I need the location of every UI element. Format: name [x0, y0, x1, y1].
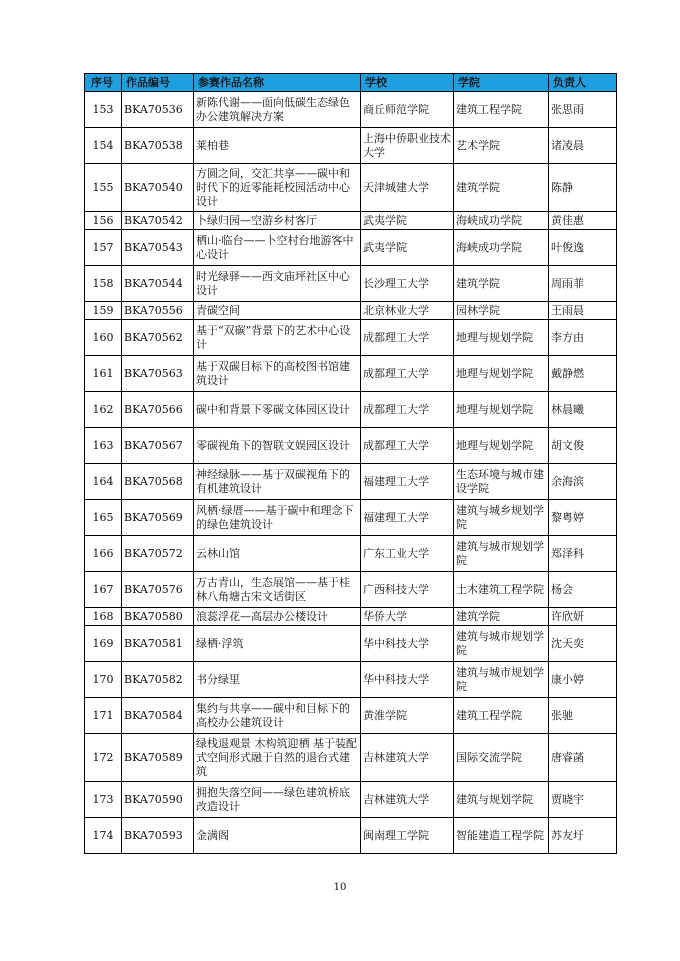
cell-dept: 生态环境与城市建设学院 [454, 464, 549, 500]
cell-num: 163 [85, 428, 122, 464]
table-row [85, 500, 617, 536]
cell-name: 基于“双碳”背景下的艺术中心设计 [194, 320, 361, 356]
cell-lead: 王雨晨 [549, 302, 617, 320]
cell-num: 170 [85, 662, 122, 698]
cell-lead: 张思雨 [549, 92, 617, 128]
cell-dept: 建筑工程学院 [454, 92, 549, 128]
cell-name: 新陈代谢——面向低碳生态绿色办公建筑解决方案 [194, 92, 361, 128]
cell-dept: 地理与规划学院 [454, 392, 549, 428]
cell-lead: 黄佳惠 [549, 212, 617, 230]
cell-lead: 李方由 [549, 320, 617, 356]
cell-school: 成都理工大学 [361, 428, 454, 464]
cell-dept: 建筑与城市规划学院 [454, 536, 549, 572]
cell-code: BKA70536 [122, 92, 194, 128]
cell-name: 绿栈退观景 木构筑迎栖 基于装配式空间形式融于自然的退台式建筑 [194, 734, 361, 782]
cell-school: 福建理工大学 [361, 500, 454, 536]
cell-dept: 建筑学院 [454, 608, 549, 626]
cell-dept: 建筑工程学院 [454, 698, 549, 734]
cell-name: 浪蕊浮花—高层办公楼设计 [194, 608, 361, 626]
cell-lead: 许欣妍 [549, 608, 617, 626]
cell-code: BKA70582 [122, 662, 194, 698]
cell-school: 武夷学院 [361, 230, 454, 266]
cell-school: 黄淮学院 [361, 698, 454, 734]
cell-code: BKA70542 [122, 212, 194, 230]
table-row [85, 230, 617, 266]
cell-lead: 贾晓宇 [549, 782, 617, 818]
cell-name: 碳中和背景下零碳文体园区设计 [194, 392, 361, 428]
cell-lead: 叶俊逸 [549, 230, 617, 266]
cell-name: 金满阁 [194, 818, 361, 854]
cell-name: 卜绿归园—空游乡村客厅 [194, 212, 361, 230]
cell-code: BKA70576 [122, 572, 194, 608]
table-row [85, 536, 617, 572]
table-row [85, 302, 617, 320]
cell-num: 171 [85, 698, 122, 734]
table-row [85, 572, 617, 608]
cell-lead: 余海滨 [549, 464, 617, 500]
cell-code: BKA70543 [122, 230, 194, 266]
cell-school: 福建理工大学 [361, 464, 454, 500]
cell-code: BKA70563 [122, 356, 194, 392]
header-lead: 负责人 [549, 74, 617, 92]
table-row [85, 782, 617, 818]
cell-dept: 地理与规划学院 [454, 320, 549, 356]
table-row [85, 356, 617, 392]
cell-name: 莱柏巷 [194, 128, 361, 164]
cell-dept: 建筑学院 [454, 164, 549, 212]
table-row [85, 428, 617, 464]
cell-lead: 张驰 [549, 698, 617, 734]
cell-name: 时光绿驿——西文庙坪社区中心设计 [194, 266, 361, 302]
cell-name: 神经绿脉——基于双碳视角下的有机建筑设计 [194, 464, 361, 500]
cell-code: BKA70593 [122, 818, 194, 854]
cell-code: BKA70590 [122, 782, 194, 818]
cell-code: BKA70581 [122, 626, 194, 662]
cell-dept: 土木建筑工程学院 [454, 572, 549, 608]
cell-school: 华中科技大学 [361, 626, 454, 662]
cell-num: 153 [85, 92, 122, 128]
cell-num: 162 [85, 392, 122, 428]
cell-code: BKA70569 [122, 500, 194, 536]
table-row [85, 734, 617, 782]
table-row [85, 320, 617, 356]
cell-name: 风栖·绿厝——基于碳中和理念下的绿色建筑设计 [194, 500, 361, 536]
cell-dept: 建筑与城乡规划学院 [454, 500, 549, 536]
table-row [85, 164, 617, 212]
cell-dept: 国际交流学院 [454, 734, 549, 782]
cell-name: 栖山·临台——卜空村台地游客中心设计 [194, 230, 361, 266]
table-row [85, 818, 617, 854]
cell-name: 绿栖·浮筑 [194, 626, 361, 662]
cell-num: 167 [85, 572, 122, 608]
cell-school: 吉林建筑大学 [361, 782, 454, 818]
cell-school: 闽南理工学院 [361, 818, 454, 854]
cell-school: 华侨大学 [361, 608, 454, 626]
cell-lead: 林晨曦 [549, 392, 617, 428]
table-row [85, 608, 617, 626]
table-header [85, 74, 617, 92]
cell-num: 156 [85, 212, 122, 230]
cell-code: BKA70580 [122, 608, 194, 626]
cell-school: 武夷学院 [361, 212, 454, 230]
cell-dept: 地理与规划学院 [454, 356, 549, 392]
cell-num: 166 [85, 536, 122, 572]
cell-num: 172 [85, 734, 122, 782]
cell-lead: 沈天奕 [549, 626, 617, 662]
cell-dept: 建筑与城市规划学院 [454, 662, 549, 698]
cell-num: 169 [85, 626, 122, 662]
cell-code: BKA70556 [122, 302, 194, 320]
cell-lead: 陈静 [549, 164, 617, 212]
awards-table [84, 73, 617, 854]
header-row [85, 74, 617, 92]
cell-num: 161 [85, 356, 122, 392]
cell-code: BKA70538 [122, 128, 194, 164]
cell-school: 华中科技大学 [361, 662, 454, 698]
cell-code: BKA70584 [122, 698, 194, 734]
cell-school: 吉林建筑大学 [361, 734, 454, 782]
cell-dept: 海峡成功学院 [454, 230, 549, 266]
cell-lead: 杨会 [549, 572, 617, 608]
table-body [85, 92, 617, 854]
cell-school: 成都理工大学 [361, 320, 454, 356]
header-code: 作品编号 [122, 74, 194, 92]
cell-school: 长沙理工大学 [361, 266, 454, 302]
cell-dept: 建筑与城市规划学院 [454, 626, 549, 662]
cell-name: 零碳视角下的智联文娱园区设计 [194, 428, 361, 464]
cell-school: 天津城建大学 [361, 164, 454, 212]
cell-name: 青碳空间 [194, 302, 361, 320]
table-row [85, 464, 617, 500]
header-dept: 学院 [454, 74, 549, 92]
cell-lead: 诸凌晨 [549, 128, 617, 164]
cell-school: 商丘师范学院 [361, 92, 454, 128]
cell-dept: 建筑与规划学院 [454, 782, 549, 818]
cell-code: BKA70567 [122, 428, 194, 464]
table-row [85, 626, 617, 662]
cell-num: 165 [85, 500, 122, 536]
cell-dept: 海峡成功学院 [454, 212, 549, 230]
cell-code: BKA70540 [122, 164, 194, 212]
table-row [85, 392, 617, 428]
cell-school: 上海中侨职业技术大学 [361, 128, 454, 164]
cell-name: 拥抱失落空间——绿色建筑桥底改造设计 [194, 782, 361, 818]
cell-code: BKA70589 [122, 734, 194, 782]
cell-code: BKA70568 [122, 464, 194, 500]
cell-num: 157 [85, 230, 122, 266]
cell-dept: 艺术学院 [454, 128, 549, 164]
cell-code: BKA70572 [122, 536, 194, 572]
cell-school: 成都理工大学 [361, 356, 454, 392]
cell-lead: 胡文俊 [549, 428, 617, 464]
cell-lead: 唐睿菡 [549, 734, 617, 782]
table-row [85, 266, 617, 302]
cell-lead: 周雨菲 [549, 266, 617, 302]
table-row [85, 662, 617, 698]
table-row [85, 698, 617, 734]
cell-dept: 建筑学院 [454, 266, 549, 302]
cell-code: BKA70566 [122, 392, 194, 428]
header-name: 参赛作品名称 [194, 74, 361, 92]
cell-num: 159 [85, 302, 122, 320]
header-num: 序号 [85, 74, 122, 92]
cell-dept: 地理与规划学院 [454, 428, 549, 464]
table-row [85, 212, 617, 230]
cell-name: 书分绿里 [194, 662, 361, 698]
cell-num: 160 [85, 320, 122, 356]
cell-num: 158 [85, 266, 122, 302]
cell-school: 广西科技大学 [361, 572, 454, 608]
cell-school: 北京林业大学 [361, 302, 454, 320]
cell-school: 广东工业大学 [361, 536, 454, 572]
cell-num: 173 [85, 782, 122, 818]
cell-name: 万古青山，生态展馆——基于桂林八角塘古宋文话街区 [194, 572, 361, 608]
table-row [85, 128, 617, 164]
cell-name: 方圆之间，交汇共享——碳中和时代下的近零能耗校园活动中心设计 [194, 164, 361, 212]
cell-lead: 黎粤婷 [549, 500, 617, 536]
cell-code: BKA70562 [122, 320, 194, 356]
table-row [85, 92, 617, 128]
cell-num: 154 [85, 128, 122, 164]
cell-name: 基于双碳目标下的高校图书馆建筑设计 [194, 356, 361, 392]
header-school: 学校 [361, 74, 454, 92]
cell-school: 成都理工大学 [361, 392, 454, 428]
page-number: 10 [333, 882, 347, 893]
cell-dept: 智能建造工程学院 [454, 818, 549, 854]
cell-code: BKA70544 [122, 266, 194, 302]
cell-lead: 苏友圩 [549, 818, 617, 854]
cell-lead: 郑泽科 [549, 536, 617, 572]
cell-num: 164 [85, 464, 122, 500]
cell-name: 集约与共享——碳中和目标下的高校办公建筑设计 [194, 698, 361, 734]
cell-lead: 戴静燃 [549, 356, 617, 392]
cell-num: 155 [85, 164, 122, 212]
cell-num: 174 [85, 818, 122, 854]
cell-lead: 康小婷 [549, 662, 617, 698]
cell-num: 168 [85, 608, 122, 626]
cell-dept: 园林学院 [454, 302, 549, 320]
cell-name: 云林山馆 [194, 536, 361, 572]
